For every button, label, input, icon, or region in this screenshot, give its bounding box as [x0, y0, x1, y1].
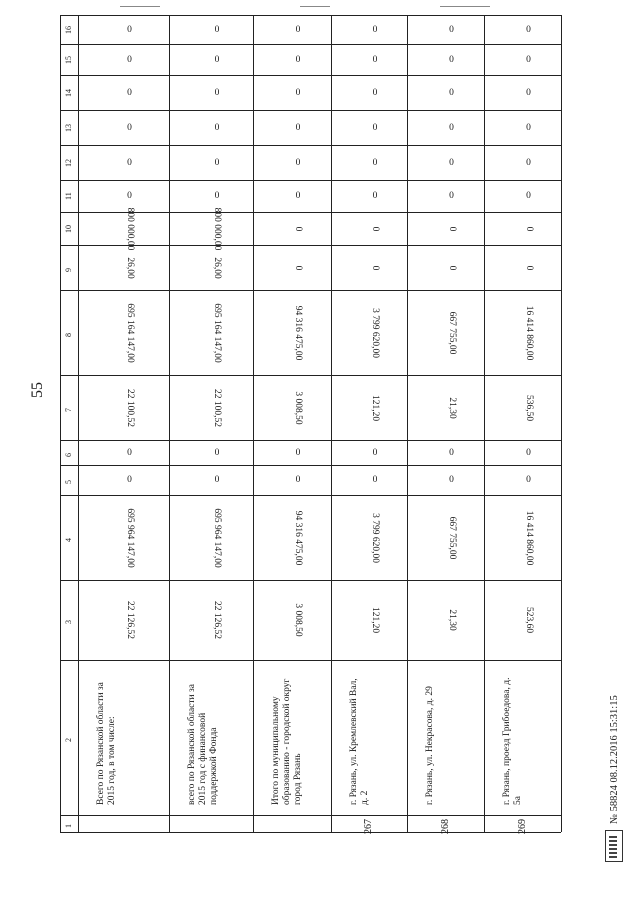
table-hline — [60, 245, 561, 246]
cell-value: 22 126,52 — [212, 601, 222, 639]
cell-value: 0 — [449, 191, 454, 201]
cell-value: 0 — [295, 447, 301, 458]
table-hline — [60, 145, 561, 146]
table-vline — [60, 15, 61, 832]
cell-value: 667 755,00 — [446, 516, 457, 559]
cell-value: 0 — [127, 475, 132, 485]
row-name: всего по Рязанской области за 2015 год с финансовой поддержкой Фонда — [187, 684, 219, 805]
cell-value: 0 — [526, 122, 531, 133]
cell-value: 0 — [370, 226, 380, 231]
table-vline — [484, 15, 485, 832]
cell-value: 0 — [526, 87, 531, 98]
cell-value: 0 — [295, 191, 301, 201]
cell-value: 0 — [449, 122, 454, 133]
table-vline — [407, 15, 408, 832]
cell-value: 0 — [449, 87, 454, 98]
table-hline — [60, 44, 561, 45]
cell-value: 695 164 147,00 — [124, 302, 135, 363]
column-number: 13 — [64, 123, 73, 132]
cell-value: 0 — [523, 265, 534, 270]
column-number: 2 — [64, 737, 73, 742]
cell-value: 0 — [449, 157, 454, 168]
cell-value: 21,30 — [446, 396, 457, 419]
cell-value: 695 964 147,00 — [212, 507, 222, 568]
cell-value: 0 — [526, 157, 531, 168]
table-hline — [60, 495, 561, 496]
table-hline — [60, 75, 561, 76]
table-hline — [60, 15, 561, 16]
stamp-text: № 58824 08.12.2016 15:31:15 — [608, 695, 620, 824]
cell-value: 22 100,52 — [212, 388, 222, 427]
cell-value: 0 — [526, 54, 531, 65]
column-number: 5 — [64, 480, 73, 484]
cell-value: 536,50 — [523, 394, 534, 421]
column-number: 16 — [64, 25, 73, 34]
table-hline — [60, 180, 561, 181]
cell-value: 121,20 — [370, 394, 380, 421]
cell-value: 0 — [372, 24, 378, 35]
cell-value: 0 — [372, 122, 378, 133]
cell-value: 0 — [295, 122, 301, 133]
column-number: 9 — [64, 267, 73, 272]
row-name: Итого по муниципальному образованию - городской округ город Рязань — [271, 678, 303, 805]
row-number: 269 — [516, 818, 528, 834]
table-hline — [60, 660, 561, 661]
cell-value: 21,30 — [446, 609, 457, 631]
cell-value: 0 — [526, 24, 531, 35]
cell-value: 3 008,50 — [293, 603, 303, 637]
column-number: 6 — [64, 452, 73, 457]
cell-value: 0 — [214, 24, 220, 35]
cell-value: 0 — [214, 54, 220, 65]
cell-value: 26,00 — [212, 256, 222, 279]
cell-value: 0 — [127, 447, 132, 458]
row-name: г. Рязань, ул. Кремлевский Вал, д. 2 — [349, 678, 370, 805]
cell-value: 667 755,00 — [446, 311, 457, 354]
cell-value: 3 799 620,00 — [370, 512, 380, 563]
cell-value: 0 — [214, 87, 220, 98]
cell-value: 0 — [526, 191, 531, 201]
cell-value: 22 126,52 — [124, 601, 135, 639]
column-number: 10 — [64, 224, 73, 233]
cell-value: 0 — [449, 24, 454, 35]
cell-value: 16 414 860,00 — [523, 510, 534, 565]
cell-value: 0 — [372, 191, 378, 201]
column-number: 15 — [64, 55, 73, 64]
cell-value: 0 — [214, 191, 220, 201]
row-number: 267 — [363, 818, 374, 834]
cell-value: 26,00 — [124, 256, 135, 279]
cell-value: 121,20 — [370, 606, 380, 634]
cell-value: 695 164 147,00 — [212, 302, 222, 363]
column-number: 14 — [64, 88, 73, 97]
cell-value: 0 — [449, 54, 454, 65]
cell-value: 0 — [372, 54, 378, 65]
registration-stamp — [605, 695, 623, 862]
row-name: Всего по Рязанской области за 2015 год, в том числе: — [96, 682, 117, 805]
cell-value: 0 — [295, 87, 301, 98]
cell-value: 0 — [523, 226, 534, 231]
cell-value: 94 316 475,00 — [293, 305, 303, 360]
column-number: 11 — [64, 192, 73, 200]
cell-value: 695 964 147,00 — [124, 507, 135, 568]
cell-value: 22 100,52 — [124, 388, 135, 427]
cell-value: 0 — [295, 475, 301, 485]
cell-value: 800 000,00 — [212, 207, 222, 250]
cell-value: 0 — [526, 447, 531, 458]
cell-value: 523,60 — [523, 606, 534, 634]
scan-mark — [300, 6, 330, 7]
cell-value: 94 316 475,00 — [293, 510, 303, 565]
table-vline — [253, 15, 254, 832]
cell-value: 0 — [372, 87, 378, 98]
cell-value: 0 — [295, 157, 301, 168]
cell-value: 0 — [214, 157, 220, 168]
table-hline — [60, 580, 561, 581]
scan-mark — [440, 6, 490, 7]
cell-value: 0 — [372, 475, 378, 485]
page-number: 55 — [29, 382, 46, 398]
cell-value: 0 — [446, 226, 457, 231]
cell-value: 0 — [214, 447, 220, 458]
table-hline — [60, 465, 561, 466]
table-vline — [78, 15, 79, 832]
stamp-logo-icon — [605, 830, 623, 862]
cell-value: 3 799 620,00 — [370, 307, 380, 358]
table-hline — [60, 375, 561, 376]
cell-value: 3 008,50 — [293, 390, 303, 425]
table-hline — [60, 832, 561, 833]
row-name: г. Рязань, ул. Некрасова, д. 29 — [425, 686, 435, 805]
cell-value: 0 — [214, 122, 220, 133]
cell-value: 0 — [293, 265, 303, 270]
cell-value: 0 — [449, 475, 454, 485]
cell-value: 0 — [127, 24, 132, 35]
cell-value: 0 — [372, 447, 378, 458]
column-number: 7 — [64, 407, 73, 412]
table-hline — [60, 815, 561, 816]
column-number: 12 — [64, 158, 73, 167]
column-number: 4 — [64, 537, 73, 542]
table-vline — [331, 15, 332, 832]
cell-value: 0 — [293, 226, 303, 231]
row-number: 268 — [439, 818, 451, 834]
cell-value: 0 — [449, 447, 454, 458]
column-number: 3 — [64, 620, 73, 624]
cell-value: 0 — [295, 54, 301, 65]
table-hline — [60, 110, 561, 111]
cell-value: 0 — [127, 87, 132, 98]
table-hline — [60, 212, 561, 213]
cell-value: 0 — [214, 475, 220, 485]
cell-value: 0 — [127, 157, 132, 168]
table-hline — [60, 440, 561, 441]
scan-mark — [120, 6, 160, 7]
cell-value: 0 — [526, 475, 531, 485]
cell-value: 800 000,00 — [124, 207, 135, 250]
column-number: 1 — [64, 823, 73, 828]
cell-value: 0 — [370, 265, 380, 270]
row-name: г. Рязань, проезд Грибоедова, д. 5а — [502, 677, 523, 805]
cell-value: 0 — [127, 54, 132, 65]
column-number: 8 — [64, 332, 73, 337]
cell-value: 0 — [446, 265, 457, 270]
cell-value: 0 — [127, 122, 132, 133]
table-vline — [169, 15, 170, 832]
table-hline — [60, 290, 561, 291]
cell-value: 0 — [127, 191, 132, 201]
cell-value: 0 — [295, 24, 301, 35]
cell-value: 16 414 860,00 — [523, 305, 534, 360]
cell-value: 0 — [372, 157, 378, 168]
table-vline — [561, 15, 562, 832]
